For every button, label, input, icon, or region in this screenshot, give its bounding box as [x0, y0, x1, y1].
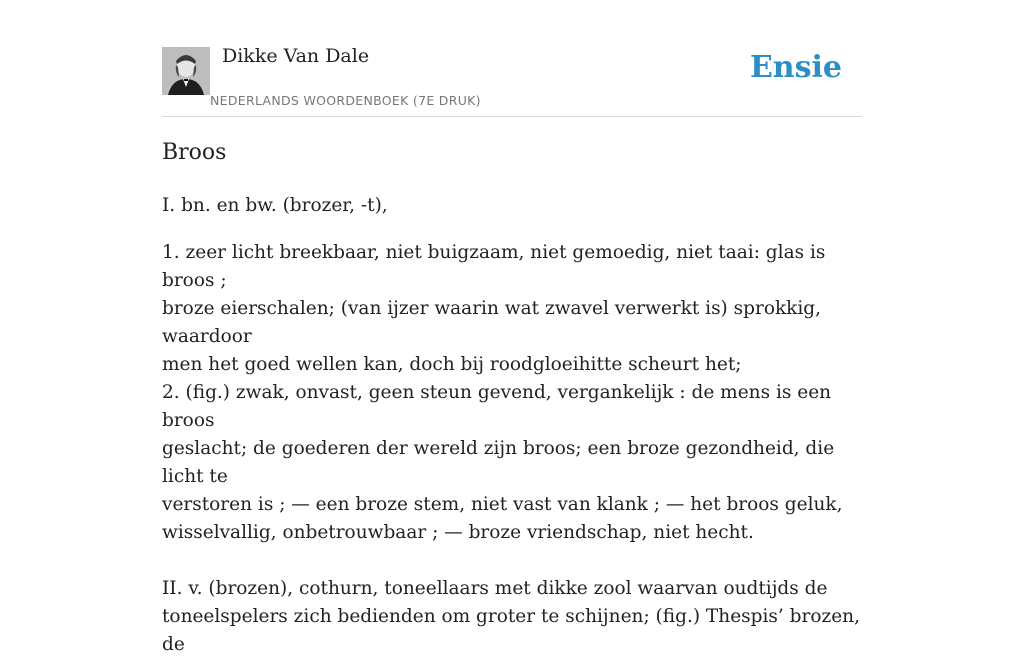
sense-2-line-4: wisselvallig, onbetrouwbaar ; — broze vriendschap, niet hecht. [162, 522, 754, 543]
paragraph-gap [162, 547, 862, 575]
source-title[interactable]: Dikke Van Dale [222, 45, 370, 67]
noun-line-1: II. v. (brozen), cothurn, toneellaars met dikke zool waarvan oudtijds de [162, 578, 828, 599]
sense-2-line-3: verstoren is ; — een broze stem, niet vast van klank ; — het broos geluk, [162, 494, 843, 515]
avatar[interactable] [162, 47, 210, 95]
sense-noun [162, 575, 862, 659]
noun-line-2: toneelspelers zich bedienden om groter te schijnen; (fig.) Thespis’ brozen, de [162, 606, 860, 655]
content-container [162, 0, 862, 655]
sense-1-line-3: men het goed wellen kan, doch bij roodgloeihitte scheurt het; [162, 354, 742, 375]
sense-1 [162, 239, 862, 379]
portrait-photo-icon [162, 47, 210, 95]
sense-2 [162, 379, 862, 547]
source-subtitle[interactable]: NEDERLANDS WOORDENBOEK (7E DRUK) [210, 93, 481, 108]
entry-title: Broos [162, 140, 227, 165]
entry-grammar: I. bn. en bw. (brozer, -t), [162, 195, 388, 216]
sense-1-line-2: broze eierschalen; (van ijzer waarin wat zwavel verwerkt is) sprokkig, waardoor [162, 298, 822, 347]
brand-logo-link[interactable]: Ensie [749, 50, 842, 85]
entry-body [162, 192, 862, 659]
sense-2-line-1: 2. (fig.) zwak, onvast, geen steun gevend, vergankelijk : de mens is een broos [162, 382, 832, 431]
sense-1-line-1: 1. zeer licht breekbaar, niet buigzaam, niet gemoedig, niet taai: glas is broos ; [162, 242, 826, 291]
sense-2-line-2: geslacht; de goederen der wereld zijn broos; een broze gezondheid, die licht te [162, 438, 835, 487]
source-header [162, 0, 862, 117]
